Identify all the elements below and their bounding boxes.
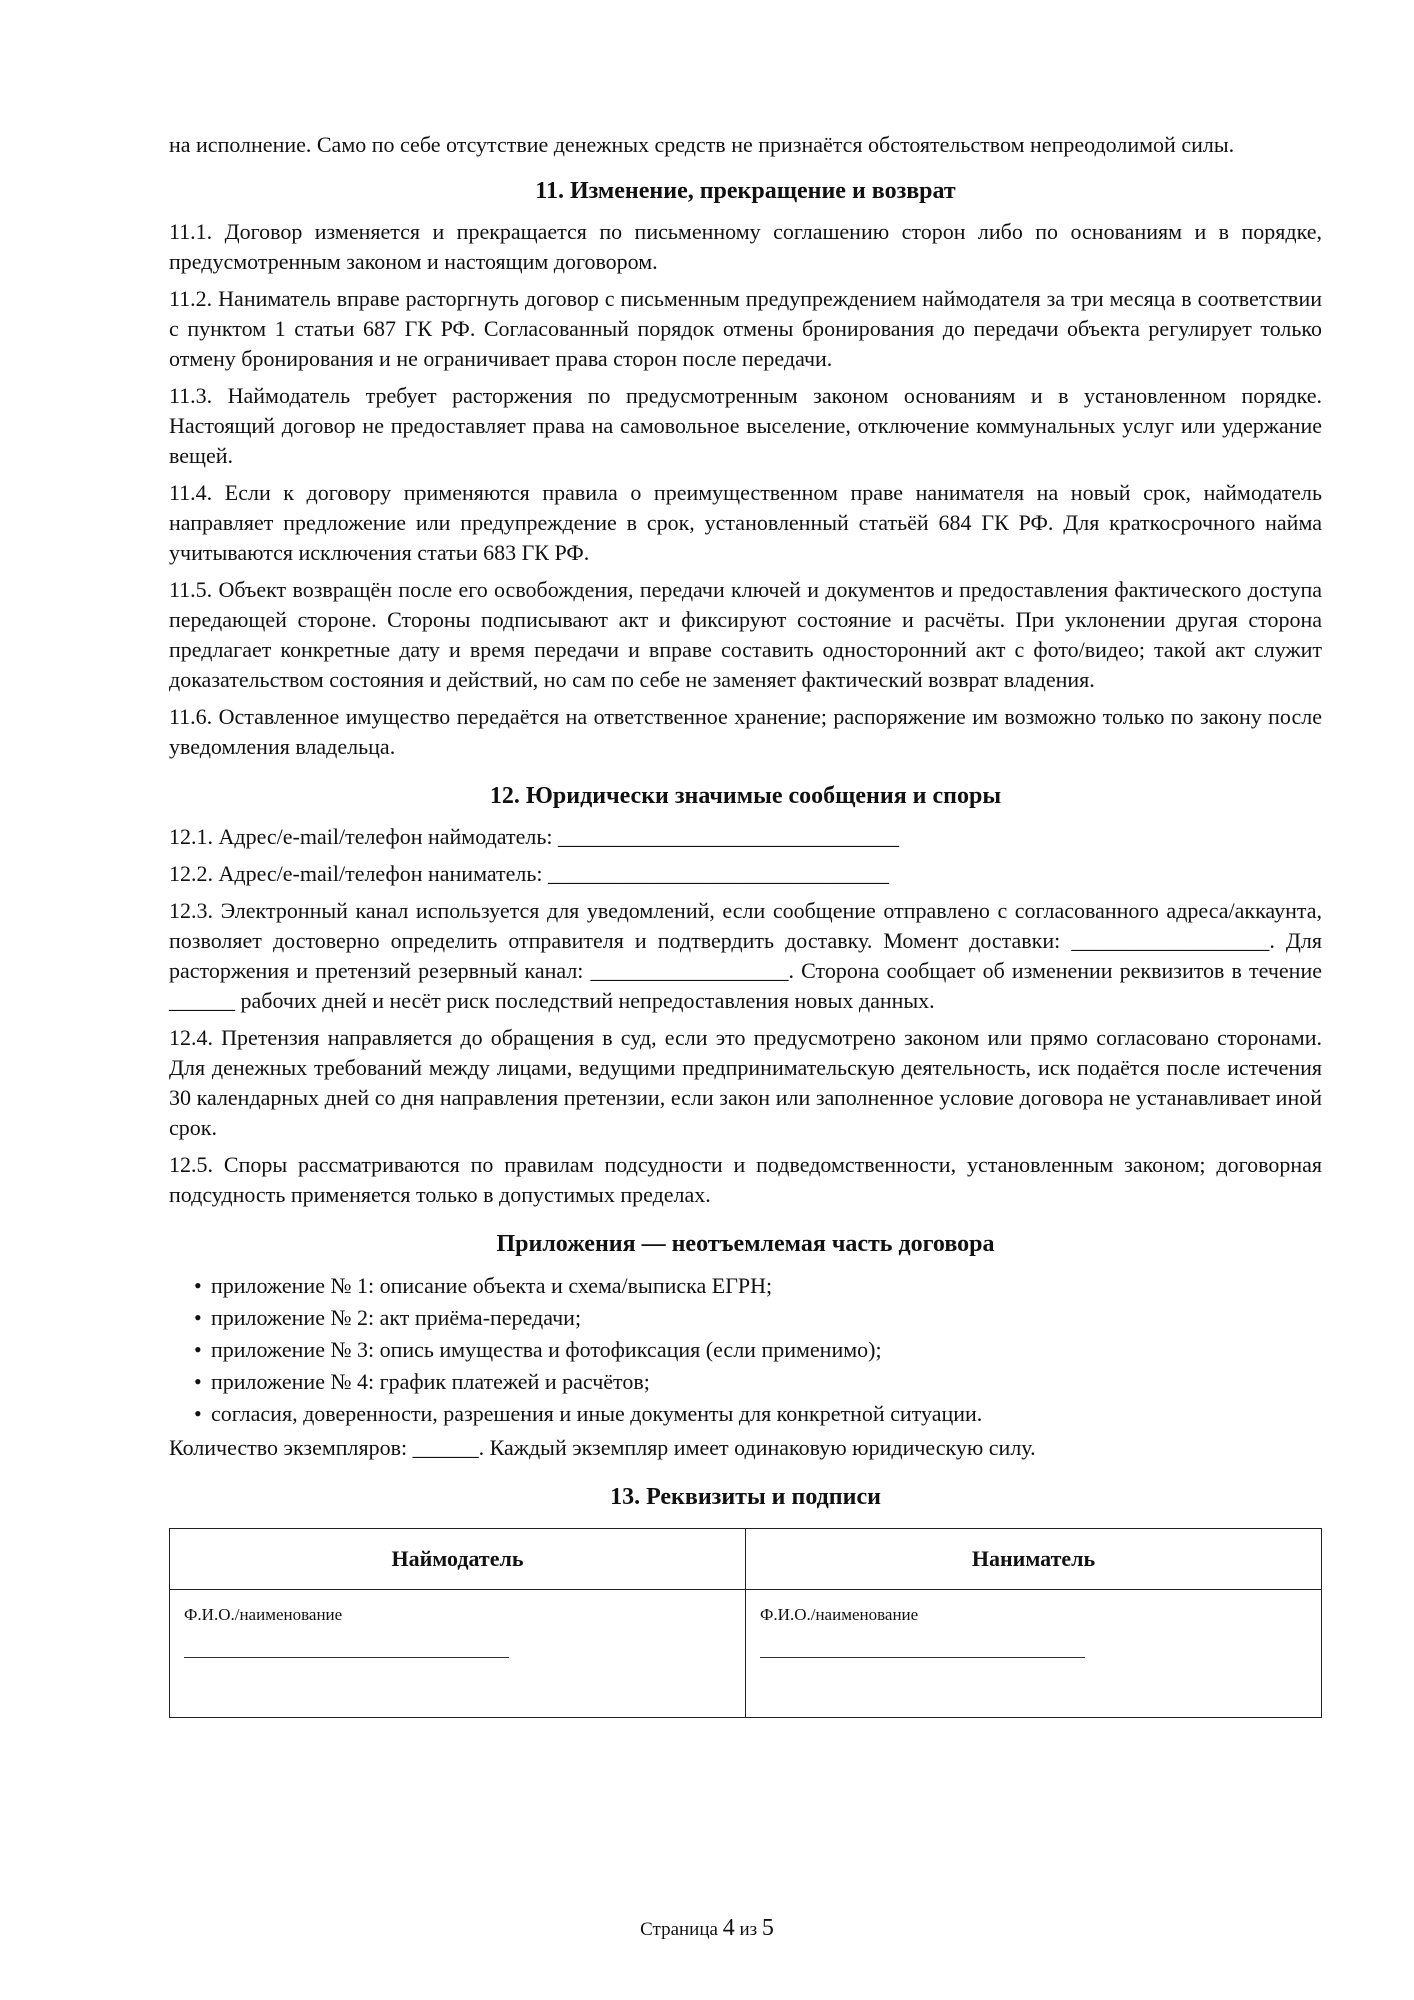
annex-item-text: приложение № 3: опись имущества и фотофиксация (если применимо); [211, 1337, 882, 1362]
annex-item-text: приложение № 2: акт приёма-передачи; [211, 1305, 582, 1330]
list-item [194, 1398, 1322, 1430]
clause-11-4: 11.4. Если к договору применяются правила о преимущественном праве нанимателя на новый срок, наймодатель направляет предложение или предупреждение в срок, установленный статьёй 684 ГК РФ. Для краткосрочного найма учитываются исключения статьи 683 ГК РФ. [169, 480, 1322, 565]
landlord-name-label: Ф.И.О./наименование [184, 1605, 343, 1624]
tenant-signature-line [760, 1657, 1085, 1658]
total-pages-number: 5 [761, 1915, 774, 1941]
annex-list [169, 1270, 1322, 1430]
tenant-header: Наниматель [746, 1529, 1322, 1590]
bullet-icon: • [194, 1273, 202, 1298]
landlord-signature-line [184, 1657, 509, 1658]
clause-12-1: 12.1. Адрес/e-mail/телефон наймодатель: _______________________________ [169, 824, 899, 849]
clause-11-6: 11.6. Оставленное имущество передаётся на ответственное хранение; распоряжение им возможно только по закону после уведомления владельца. [169, 704, 1322, 759]
page-footer [0, 1915, 1414, 1942]
bullet-icon: • [194, 1337, 202, 1362]
section-11-title: 11. Изменение, прекращение и возврат [535, 178, 956, 204]
page-separator: из [739, 1919, 758, 1940]
section-12-title: 12. Юридически значимые сообщения и споры [489, 783, 1002, 809]
tenant-cell [746, 1590, 1322, 1718]
document-page [169, 130, 1322, 1718]
landlord-header: Наймодатель [170, 1529, 746, 1590]
clause-11-5: 11.5. Объект возвращён после его освобождения, передачи ключей и документов и предоставления фактического доступа передающей стороне. Стороны подписывают акт и фиксируют состояние и расчёты. При уклонении другая сторона предлагает конкретные дату и время передачи и вправе составить односторонний акт с фото/видео; такой акт служит доказательством состояния и действий, но сам по себе не заменяет фактический возврат владения. [169, 577, 1322, 692]
current-page-number: 4 [722, 1915, 735, 1941]
intro-paragraph: на исполнение. Само по себе отсутствие денежных средств не признаётся обстоятельством непреодолимой силы. [169, 132, 1235, 157]
clause-12-5: 12.5. Споры рассматриваются по правилам подсудности и подведомственности, установленным законом; договорная подсудность применяется только в допустимых пределах. [169, 1152, 1322, 1207]
annex-item-text: приложение № 1: описание объекта и схема/выписка ЕГРН; [211, 1273, 773, 1298]
page-label: Страница [640, 1919, 718, 1940]
section-13-title: 13. Реквизиты и подписи [610, 1484, 881, 1510]
annex-item-text: приложение № 4: график платежей и расчётов; [211, 1369, 650, 1394]
clause-11-2: 11.2. Наниматель вправе расторгнуть договор с письменным предупреждением наймодателя за три месяца в соответствии с пунктом 1 статьи 687 ГК РФ. Согласованный порядок отмены бронирования до передачи объекта регулирует только отмену бронирования и не ограничивает права сторон после передачи. [169, 286, 1322, 371]
annexes-title: Приложения — неотъемлемая часть договора [496, 1231, 995, 1257]
landlord-cell [170, 1590, 746, 1718]
list-item [194, 1270, 1322, 1302]
bullet-icon: • [194, 1369, 202, 1394]
clause-11-3: 11.3. Наймодатель требует расторжения по предусмотренным законом основаниям и в установленном порядке. Настоящий договор не предоставляет права на самовольное выселение, отключение коммунальных услуг или удержание вещей. [169, 383, 1322, 468]
list-item [194, 1366, 1322, 1398]
list-item [194, 1334, 1322, 1366]
clause-12-3: 12.3. Электронный канал используется для уведомлений, если сообщение отправлено с согласованного адреса/аккаунта, позволяет достоверно определить отправителя и подтвердить доставку. Момент доставки: __________________. Для расторжения и претензий резервный канал: __________________. Сторона сообщает об изменении реквизитов в течение ______ рабочих дней и несёт риск последствий непредоставления новых данных. [169, 898, 1322, 1013]
signature-table [169, 1528, 1322, 1718]
clause-12-4: 12.4. Претензия направляется до обращения в суд, если это предусмотрено законом или прямо согласовано сторонами. Для денежных требований между лицами, ведущими предпринимательскую деятельность, иск подаётся после истечения 30 календарных дней со дня направления претензии, если закон или заполненное условие договора не устанавливает иной срок. [169, 1025, 1322, 1140]
bullet-icon: • [194, 1305, 202, 1330]
clause-12-2: 12.2. Адрес/e-mail/телефон наниматель: _______________________________ [169, 861, 890, 886]
tenant-name-label: Ф.И.О./наименование [760, 1605, 919, 1624]
copies-count: Количество экземпляров: ______. Каждый экземпляр имеет одинаковую юридическую силу. [169, 1435, 1036, 1460]
bullet-icon: • [194, 1401, 202, 1426]
list-item [194, 1302, 1322, 1334]
annex-item-text: согласия, доверенности, разрешения и иные документы для конкретной ситуации. [211, 1401, 983, 1426]
clause-11-1: 11.1. Договор изменяется и прекращается по письменному соглашению сторон либо по основаниям и в порядке, предусмотренным законом и настоящим договором. [169, 219, 1322, 274]
